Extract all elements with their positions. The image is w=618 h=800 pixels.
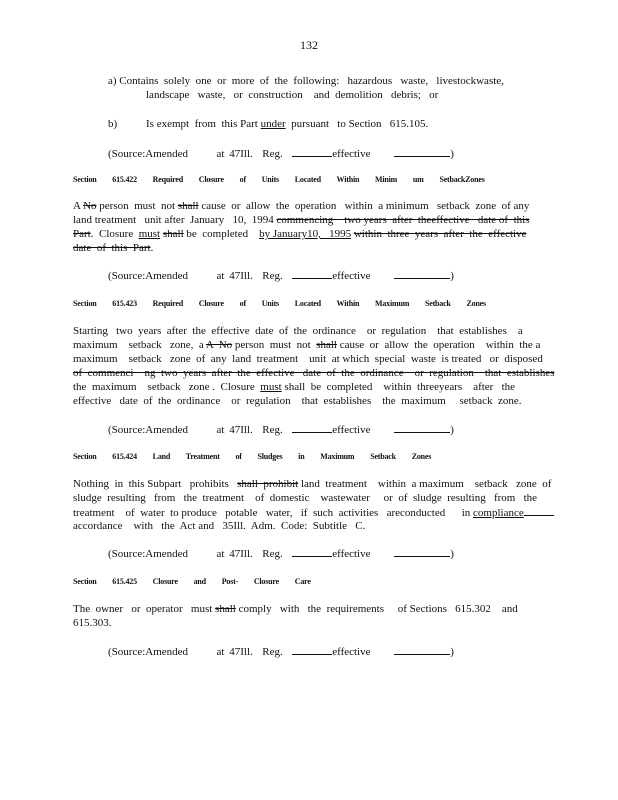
item-b-label: b) <box>108 118 118 130</box>
source-note: (Source:Amended at 47Ill. Reg. effective ) <box>108 548 454 560</box>
blank-line <box>292 546 332 557</box>
inserted-text: must <box>138 228 161 240</box>
blank-line <box>394 546 450 557</box>
struck-text: A No <box>205 339 233 351</box>
paragraph-line: land treatment unit after January 10, 1994 commencing two years after theeffective date of this <box>73 214 530 226</box>
blank-line <box>524 505 554 516</box>
item-a-line-2: landscape waste, or construction and demolition debris; or <box>146 89 439 101</box>
paragraph-line: A No person must not shall cause or allow the operation within a minimum setback zone of any <box>73 200 530 212</box>
struck-text: Part <box>73 228 91 240</box>
paragraph-line: Nothing in this Subpart prohibits shall prohibit land treatment within a maximum setback zone of <box>73 478 552 490</box>
page-number: 132 <box>300 38 318 52</box>
section-heading: Section 615.423 Required Closure of Units Located Within Maximum Setback Zones <box>73 299 486 308</box>
blank-line <box>394 146 450 157</box>
paragraph-line: Starting two years after the effective date of the ordinance or regulation that establishes a <box>73 325 523 337</box>
paragraph-line: maximum setback zone of any land treatment unit at which special waste is treated or disposed <box>73 353 543 365</box>
source-note: (Source:Amended at 47Ill. Reg. effective ) <box>108 270 454 282</box>
source-note: (Source:Amended at 47Ill. Reg. effective ) <box>108 646 454 658</box>
source-note: (Source:Amended at 47Ill. Reg. effective ) <box>108 148 454 160</box>
blank-line <box>394 644 450 655</box>
paragraph-line: effective date of the ordinance or regulation that establishes the maximum setback zone. <box>73 395 522 407</box>
struck-text: shall <box>215 603 236 615</box>
paragraph-line <box>73 366 555 380</box>
section-heading: Section 615.422 Required Closure of Units Located Within Minim um SetbackZones <box>73 175 485 184</box>
inserted-text: under <box>260 118 286 130</box>
section-heading: Section 615.425 Closure and Post- Closure Care <box>73 577 311 586</box>
blank-line <box>292 268 332 279</box>
source-note: (Source:Amended at 47Ill. Reg. effective ) <box>108 424 454 436</box>
paragraph-line: The owner or operator must shall comply with the requirements of Sections 615.302 and <box>73 603 518 615</box>
struck-text: shall prohibit <box>237 478 299 490</box>
paragraph-line: 615.303. <box>73 617 112 629</box>
section-heading: Section 615.424 Land Treatment of Sludges in Maximum Setback Zones <box>73 452 432 461</box>
paragraph-line: maximum setback zone, a A No person must not shall cause or allow the operation within the a <box>73 339 541 351</box>
paragraph-line: date of this Part. <box>73 242 154 254</box>
paragraph-line: treatment of water to produce potable water, if such activities areconducted in compliance <box>73 505 554 520</box>
paragraph-line: accordance with the Act and 35Ill. Adm. Code: Subtitle C. <box>73 520 366 532</box>
struck-text: No <box>83 200 97 212</box>
paragraph-line: sludge resulting from the treatment of domestic wastewater or of sludge resulting from the <box>73 492 538 504</box>
struck-text: date of this Part <box>73 242 151 254</box>
blank-line <box>394 268 450 279</box>
paragraph-line: Part. Closure must shall be completed by January10, 1995 within three years after the effective <box>73 228 527 240</box>
inserted-text: by January10, 1995 <box>259 228 352 240</box>
inserted-text: compliance <box>473 507 524 519</box>
struck-text: within three years after the effective <box>353 228 527 240</box>
struck-text: commencing two years after theeffective date of this <box>276 214 530 226</box>
paragraph-line: the maximum setback zone . Closure must shall be completed within threeyears after the <box>73 381 516 393</box>
blank-line <box>292 644 332 655</box>
struck-text: shall <box>162 228 184 240</box>
item-a-line-1: a) Contains solely one or more of the following: hazardous waste, livestockwaste, <box>108 75 504 87</box>
struck-text: shall <box>316 339 337 351</box>
inserted-text: must <box>260 381 282 393</box>
blank-line <box>292 146 332 157</box>
blank-line <box>394 422 450 433</box>
blank-line <box>292 422 332 433</box>
struck-text: shall <box>177 200 199 212</box>
struck-text: of commenci ng two years after the effective date of the ordinance or regulation that establishes <box>73 367 555 379</box>
item-b-text: Is exempt from this Part under pursuant to Section 615.105. <box>146 118 429 130</box>
